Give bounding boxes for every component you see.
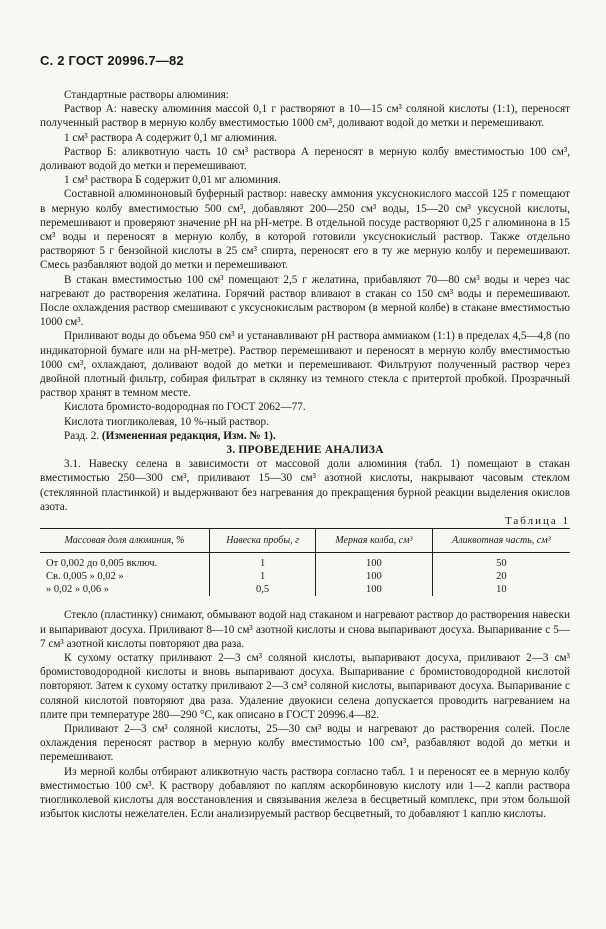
paragraph: Кислота тиогликолевая, 10 %-ный раствор. bbox=[64, 415, 269, 428]
table-cell: 1 bbox=[210, 553, 316, 571]
table-header-cell: Аликвотная часть, см³ bbox=[432, 529, 570, 553]
paragraph: Приливают 2—3 см³ соляной кислоты, 25—30 см³ воды и нагревают до растворения солей. После охлаждения переносят раствор в мерную колбу вместимостью 100 см³, разбавляют водой до метки и перемешивают. bbox=[40, 722, 570, 764]
paragraph: Кислота бромисто-водородная по ГОСТ 2062—77. bbox=[64, 401, 306, 414]
table-row bbox=[40, 553, 570, 571]
paragraph: Раствор Б: аликвотную часть 10 см³ раствора А переносят в мерную колбу вместимостью 100 см³, доливают водой до метки и перемешивают. bbox=[40, 145, 570, 173]
page-header: С. 2 ГОСТ 20996.7—82 bbox=[40, 53, 184, 68]
table-cell: 0,5 bbox=[210, 583, 316, 596]
paragraph: 1 см³ раствора А содержит 0,1 мг алюминия. bbox=[64, 131, 278, 144]
table-cell: » 0,02 » 0,06 » bbox=[46, 584, 109, 596]
table-header-cell: Мерная колба, см³ bbox=[316, 529, 433, 553]
revision-note bbox=[40, 429, 570, 443]
paragraph: К сухому остатку приливают 2—3 см³ соляной кислоты, выпаривают досуха, приливают 2—3 см³ бромистоводородной кислоты и вновь выпаривают досуха. Выпаривание с бромистоводородной кислотой повторяют. Затем к сухому остатку приливают 2—3 см³ соляной кислоты, выпаривают досуха. Выпаривание с соляной кислотой повторяют два раза. Удаление двуокиси селена допускается проводить нагреванием на плите при температуре 280—290 °С, как описано в ГОСТ 20996.4—82. bbox=[40, 651, 570, 721]
data-table bbox=[40, 528, 570, 596]
paragraph: Составной алюминоновый буферный раствор: навеску аммония уксуснокислого массой 125 г помещают в мерную колбу вместимостью 500 см³, добавляют 200—250 см³ воды, 15—20 см³ уксусной кислоты, перемешивают и проверяют значение pH на pH-метре. В отдельной посуде растворяют 0,25 г алюминона в 15 см³ воды и переносят в мерную колбу, в которой готовили уксуснокислый раствор. Также отдельно растворяют 5 г бензойной кислоты в 25 см³ спирта, переносят его в ту же мерную колбу и перемешивают. Смесь разбавляют водой до метки и перемешивают. bbox=[40, 188, 570, 272]
table-cell: 1 bbox=[210, 570, 316, 583]
paragraph: Стандартные растворы алюминия: bbox=[64, 89, 229, 101]
table-header-row bbox=[40, 529, 570, 553]
revision-prefix: Разд. 2. bbox=[64, 429, 100, 442]
table-caption: Таблица 1 bbox=[504, 515, 570, 528]
table-cell: 100 bbox=[316, 553, 433, 571]
paragraph-3-1: 3.1. Навеску селена в зависимости от массовой доли алюминия (табл. 1) помещают в стакан вместимостью 250—300 см³, приливают 15—30 см³ азотной кислоты, накрывают часовым стеклом (стеклянной пластинкой) и выдерживают без нагревания до прекращения бурной реакции выделения окислов азота. bbox=[40, 458, 570, 513]
paragraph: Раствор А: навеску алюминия массой 0,1 г растворяют в 10—15 см³ соляной кислоты (1:1), переносят полученный раствор в мерную колбу вместимостью 1000 см³, доливают водой до метки и перемешивают. bbox=[40, 103, 570, 130]
table-row bbox=[40, 583, 570, 596]
paragraph: 1 см³ раствора Б содержит 0,01 мг алюминия. bbox=[64, 174, 281, 187]
table-header-cell: Массовая доля алюминия, % bbox=[40, 529, 210, 553]
table-cell: 100 bbox=[316, 583, 433, 596]
table-cell: 100 bbox=[316, 570, 433, 583]
revision-label: (Измененная редакция, Изм. № 1). bbox=[101, 429, 276, 442]
paragraph: Приливают воды до объема 950 см³ и устанавливают pH раствора аммиаком (1:1) в пределах 4,5—4,8 (по индикаторной бумаге или на pH-метре). Раствор перемешивают и переносят в мерную колбу вместимостью 1000 см³, охлаждают, доливают водой до метки и перемешивают. Фильтруют полученный раствор через двойной плотный фильтр, собирая фильтрат в склянку из темного стекла с притертой пробкой. Прозрачный раствор хранят в темном месте. bbox=[40, 330, 570, 400]
table-cell: Св. 0,005 » 0,02 » bbox=[46, 571, 124, 583]
table-header-cell: Навеска пробы, г bbox=[210, 529, 316, 553]
table-cell: 20 bbox=[432, 570, 570, 583]
section-title: 3. ПРОВЕДЕНИЕ АНАЛИЗА bbox=[226, 444, 384, 457]
table-cell: От 0,002 до 0,005 включ. bbox=[46, 558, 158, 570]
table-cell: 50 bbox=[432, 553, 570, 571]
paragraph: Стекло (пластинку) снимают, обмывают водой над стаканом и нагревают раствор до растворения навески и выпаривают досуха. Приливают 8—10 см³ азотной кислоты и снова выпаривают досуха. Выпаривание с 5—7 см³ азотной кислоты повторяют два раза. bbox=[40, 609, 570, 650]
table-row bbox=[40, 570, 570, 583]
table-cell: 10 bbox=[432, 583, 570, 596]
document-body bbox=[40, 88, 570, 821]
paragraph: Из мерной колбы отбирают аликвотную часть раствора согласно табл. 1 и переносят ее в мерную колбу вместимостью 100 см³. К раствору добавляют по каплям аскорбиновую кислоту или 1—2 капли раствора тиогликолевой кислоты для восстановления и связывания железа в бесцветный комплекс, при этом большой избыток кислоты нежелателен. Если анализируемый раствор бесцветный, то добавляют 1 каплю кислоты. bbox=[40, 765, 570, 821]
paragraph: В стакан вместимостью 100 см³ помещают 2,5 г желатина, прибавляют 70—80 см³ воды и через час нагревают до растворения желатина. Горячий раствор вливают в стакан со 150 см³ воды и перемешивают. После охлаждения раствор смешивают с уксуснокислым раствором (в мерной колбе) в стакане вместимостью 1000 см³. bbox=[40, 273, 570, 329]
